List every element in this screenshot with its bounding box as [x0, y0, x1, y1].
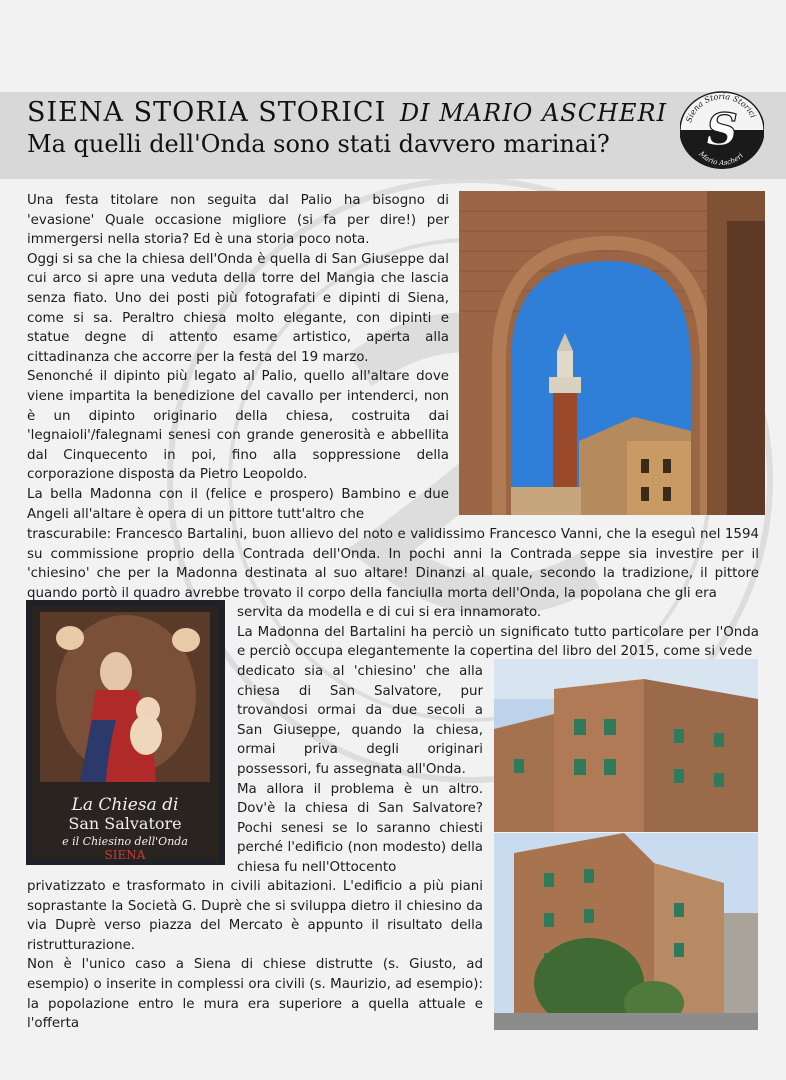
paragraph-3: Senonché il dipinto più legato al Palio, quello all'altare dove viene impartita la benedizione del cavallo per intenderci, non è un dipinto originario della chiesa, costruita dai 'legnaioli'/falegnami senesi con grande generosità e abbellita dal Cinquecento in poi, fino alla soppressione della corporazione disposta da Pietro Leopoldo.: [27, 369, 449, 483]
svg-text:e il Chiesino dell'Onda: e il Chiesino dell'Onda: [62, 835, 188, 848]
paragraph-2: Oggi si sa che la chiesa dell'Onda è quella di San Giuseppe dal cui arco si apre una veduta della torre del Mangia che lascia senza fiato. Uno dei posti più fotografati e dipinti di Siena, come si sa. Peraltro chiesa molto elegante, con dipinti e statue degne di attento esame artistico, aperta alla cittadinanza che accorre per la festa del 19 marzo.: [27, 251, 449, 365]
svg-text:Mario Ascheri: Mario Ascheri: [697, 149, 745, 168]
title-byline: DI MARIO ASCHERI: [399, 99, 668, 127]
building-photo-2: [494, 833, 758, 1030]
svg-text:San Salvatore: San Salvatore: [68, 814, 182, 833]
article-full-width: [27, 525, 759, 603]
title-main: SIENA STORIA STORICI: [27, 97, 387, 128]
arch-photo: [459, 191, 765, 515]
paragraph-6b: privatizzato e trasformato in civili abitazioni. L'edificio a più piani soprastante la Società G. Duprè che si sviluppa dietro il chiesino da via Duprè verso piazza del Mercato è appunto il risultato della ristrutturazione.: [27, 879, 483, 953]
article-middle-column: [237, 662, 483, 878]
book-cover-photo: [26, 600, 225, 865]
building-photo-1: [494, 659, 758, 832]
paragraph-6a: Ma allora il problema è un altro. Dov'è la chiesa di San Salvatore? Pochi senesi se lo saranno chiesti perché l'edificio (non modesto) della chiesa fu nell'Ottocento: [237, 781, 483, 875]
paragraph-4b: trascurabile: Francesco Bartalini, buon allievo del noto e validissimo Francesco Vanni, che la eseguì nel 1594 su commissione proprio della Contrada dell'Onda. In pochi anni la Contrada seppe sia investire per il 'chiesino' che per la Madonna destinata al suo altare! Dinanzi al quale, secondo la tradizione, il pittore quando portò il quadro avrebbe trovato il corpo della fanciulla morta dell'Onda, la popolana che gli era: [27, 527, 759, 601]
logo-letter: S: [706, 105, 738, 156]
svg-text:Siena Storia Storici: Siena Storia Storici: [684, 91, 758, 124]
paragraph-4c: servita da modella e di cui si era innamorato.: [237, 605, 542, 620]
article-bottom-column: [27, 877, 483, 1034]
siena-storia-logo: [680, 91, 764, 169]
paragraph-1: Una festa titolare non seguita dal Palio ha bisogno di 'evasione' Quale occasione migliore (si fa per dire!) per immergersi nella storia? Ed è una storia poco nota.: [27, 193, 449, 248]
page-title: [27, 97, 667, 128]
paragraph-5a: La Madonna del Bartalini ha perciò un significato tutto particolare per l'Onda e perciò occupa elegantemente la copertina del libro del 2015, come si vede: [237, 624, 759, 660]
svg-text:La Chiesa di: La Chiesa di: [71, 795, 179, 815]
article-right-of-book: [237, 603, 759, 662]
article-column-top: [27, 191, 449, 524]
svg-text:SIENA: SIENA: [104, 848, 146, 862]
paragraph-5b: dedicato sia al 'chiesino' che alla chiesa di San Salvatore, pur trovandosi ormai da due secoli a San Giuseppe, quando la chiesa, ormai priva degli originari possessori, fu assegnata all'Onda.: [237, 664, 483, 777]
paragraph-4a: La bella Madonna con il (felice e prospero) Bambino e due Angeli all'altare è opera di un pittore tutt'altro che: [27, 486, 449, 522]
page-subtitle: Ma quelli dell'Onda sono stati davvero marinai?: [27, 130, 610, 158]
paragraph-7: Non è l'unico caso a Siena di chiese distrutte (s. Giusto, ad esempio) o inserite in complessi ora civili (s. Maurizio, ad esempio): la popolazione entro le mura era superiore a quella attuale e l'offerta: [27, 957, 483, 1032]
